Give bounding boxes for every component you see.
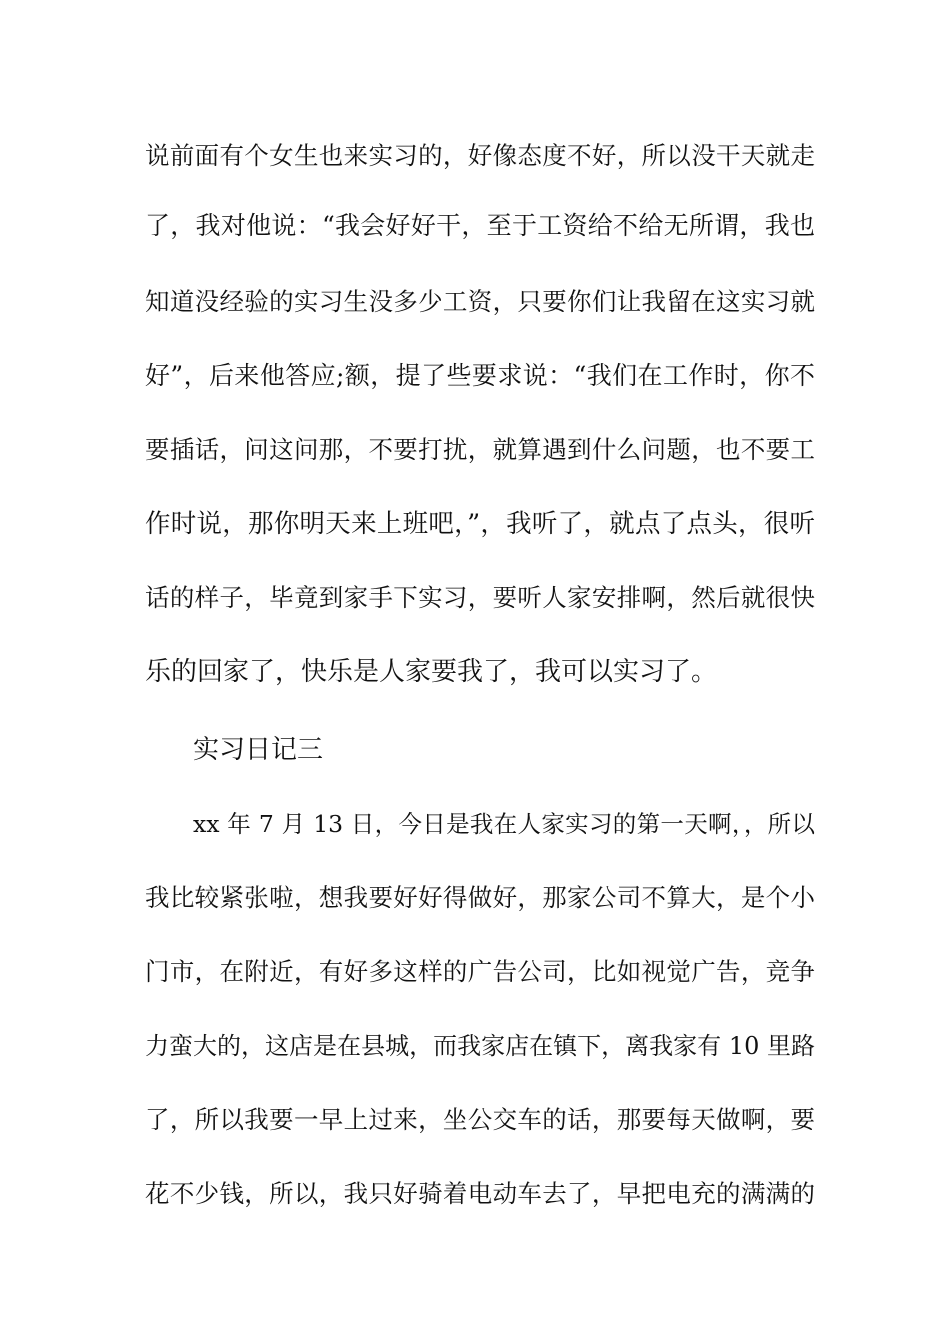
paragraph-1-line-5: 要插话，问这问那，不要打扰，就算遇到什么问题，也不要工	[145, 435, 815, 464]
section-heading: 实习日记三	[193, 735, 324, 765]
paragraph-2-line-6: 花不少钱，所以，我只好骑着电动车去了，早把电充的满满的	[145, 1179, 815, 1208]
paragraph-1-line-2: 了，我对他说：“我会好好干，至于工资给不给无所谓，我也	[145, 211, 815, 240]
paragraph-1-line-1: 说前面有个女生也来实习的，好像态度不好，所以没干天就走	[145, 141, 815, 170]
paragraph-2-line-5: 了，所以我要一早上过来，坐公交车的话，那要每天做啊，要	[145, 1105, 815, 1134]
paragraph-2-line-3: 门市，在附近，有好多这样的广告公司，比如视觉广告，竞争	[145, 957, 815, 986]
paragraph-2-line-1: xx 年 7 月 13 日，今日是我在人家实习的第一天啊，，所以	[193, 810, 815, 838]
paragraph-1-line-3: 知道没经验的实习生没多少工资，只要你们让我留在这实习就	[145, 287, 815, 316]
paragraph-1-line-6: 作时说，那你明天来上班吧，”，我听了，就点了点头，很听	[145, 509, 815, 539]
paragraph-2-line-4: 力蛮大的，这店是在县城，而我家店在镇下，离我家有 10 里路	[145, 1032, 815, 1060]
paragraph-1-line-7: 话的样子，毕竟到家手下实习，要听人家安排啊，然后就很快	[145, 583, 815, 612]
paragraph-2-line-2: 我比较紧张啦，想我要好好得做好，那家公司不算大，是个小	[145, 883, 815, 912]
paragraph-1-line-8: 乐的回家了，快乐是人家要我了，我可以实习了。	[145, 657, 718, 687]
paragraph-1-line-4: 好”，后来他答应;额，提了些要求说：“我们在工作时，你不	[145, 361, 815, 390]
